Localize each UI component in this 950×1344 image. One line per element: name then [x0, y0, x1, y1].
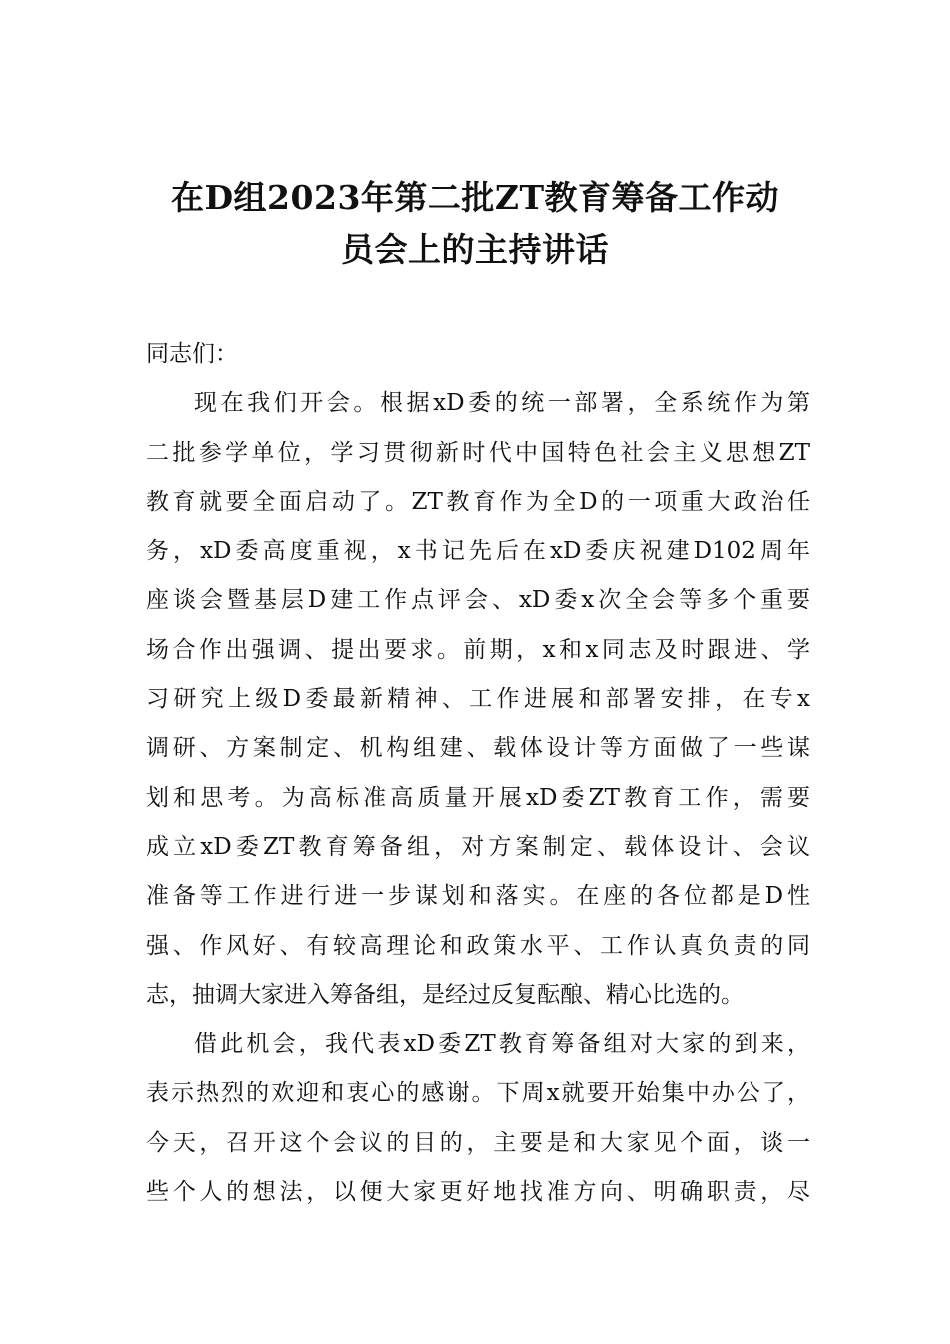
paragraph-line: 座谈会暨基层D建工作点评会、xD委x次全会等多个重要 — [146, 587, 810, 614]
document-title — [140, 172, 810, 276]
paragraph-line: 今天，召开这个会议的目的，主要是和大家见个面，谈一 — [146, 1129, 810, 1156]
paragraph-line: 调研、方案制定、机构组建、载体设计等方面做了一些谋 — [146, 735, 810, 762]
title-line: 在D组2023年第二批ZT教育筹备工作动 — [170, 178, 780, 217]
paragraph-line: 志，抽调大家进入筹备组，是经过反复酝酿、精心比选的。 — [146, 981, 744, 1008]
paragraph-1 — [146, 379, 810, 1020]
paragraph-line: 借此机会，我代表xD委ZT教育筹备组对大家的到来， — [194, 1031, 810, 1058]
document-body — [146, 330, 810, 1217]
paragraph-2 — [146, 1020, 810, 1217]
title-line: 员会上的主持讲话 — [341, 230, 609, 269]
paragraph-line: 务，xD委高度重视，x书记先后在xD委庆祝建D102周年 — [146, 538, 810, 565]
paragraph-line: 习研究上级D委最新精神、工作进展和部署安排，在专x — [146, 686, 810, 713]
paragraph-line: 成立xD委ZT教育筹备组，对方案制定、载体设计、会议 — [146, 833, 810, 860]
paragraph-line: 现在我们开会。根据xD委的统一部署，全系统作为第 — [194, 390, 810, 417]
paragraph-line: 些个人的想法，以便大家更好地找准方向、明确职责，尽 — [146, 1179, 810, 1206]
paragraph-line: 强、作风好、有较高理论和政策水平、工作认真负责的同 — [146, 932, 810, 959]
paragraph-line: 场合作出强调、提出要求。前期，x和x同志及时跟进、学 — [146, 636, 810, 663]
paragraph-line: 划和思考。为高标准高质量开展xD委ZT教育工作，需要 — [146, 784, 810, 811]
paragraph-line: 教育就要全面启动了。ZT教育作为全D的一项重大政治任 — [146, 488, 810, 515]
salutation: 同志们： — [146, 341, 238, 367]
paragraph-line: 准备等工作进行进一步谋划和落实。在座的各位都是D性 — [146, 883, 810, 910]
paragraph-line: 表示热烈的欢迎和衷心的感谢。下周x就要开始集中办公了， — [146, 1080, 810, 1107]
paragraph-line: 二批参学单位，学习贯彻新时代中国特色社会主义思想ZT — [146, 439, 810, 466]
